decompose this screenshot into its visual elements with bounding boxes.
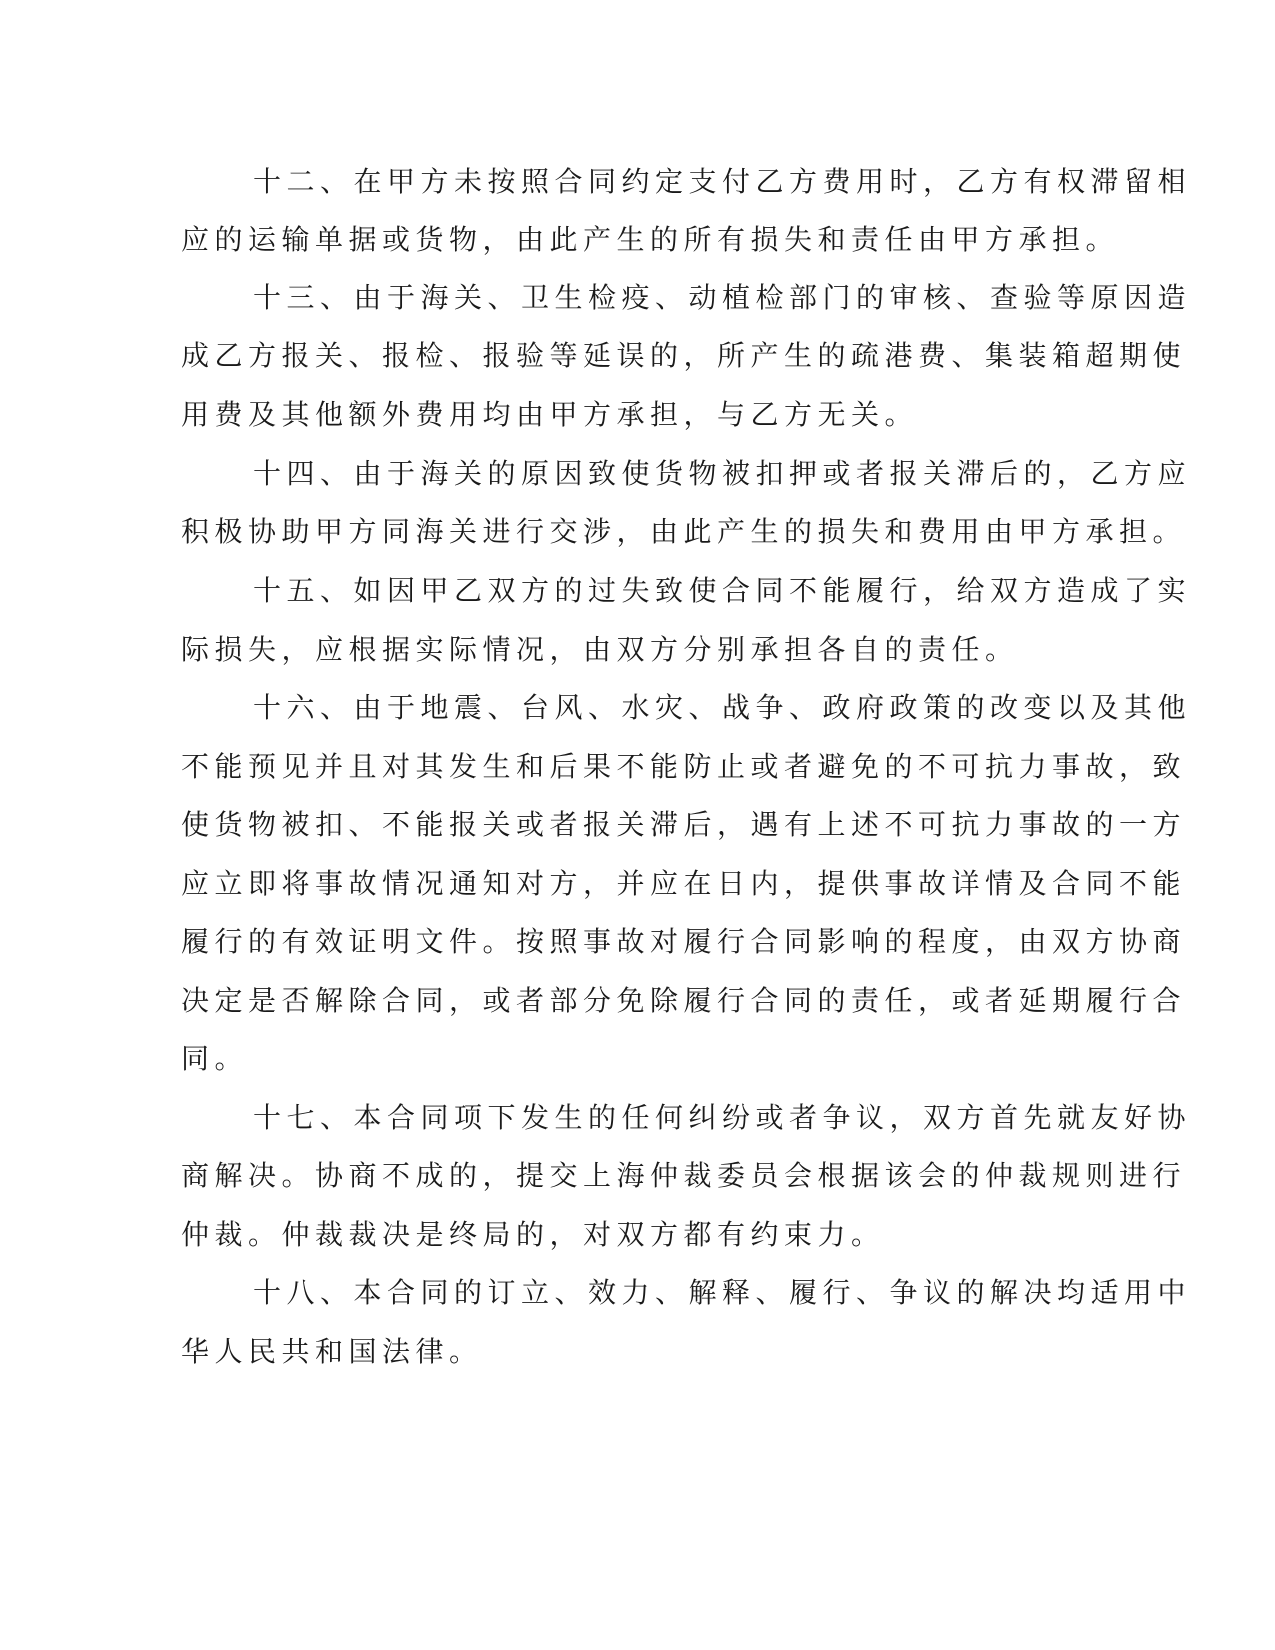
clause-12-line-1: 十二、在甲方未按照合同约定支付乙方费用时，乙方有权滞留相 <box>253 165 1192 198</box>
clause-14-line-2: 积极协助甲方同海关进行交涉，由此产生的损失和费用由甲方承担。 <box>181 515 1187 548</box>
clause-16-line-3: 使货物被扣、不能报关或者报关滞后，遇有上述不可抗力事故的一方 <box>181 808 1187 841</box>
clause-16-line-6: 决定是否解除合同，或者部分免除履行合同的责任，或者延期履行合 <box>181 984 1187 1017</box>
clause-13-line-2: 成乙方报关、报检、报验等延误的，所产生的疏港费、集装箱超期使 <box>181 339 1187 372</box>
clause-13-line-3: 用费及其他额外费用均由甲方承担，与乙方无关。 <box>181 398 919 431</box>
clause-18-line-1: 十八、本合同的订立、效力、解释、履行、争议的解决均适用中 <box>253 1276 1192 1309</box>
clause-17-line-2: 商解决。协商不成的，提交上海仲裁委员会根据该会的仲裁规则进行 <box>181 1159 1187 1192</box>
clause-17-line-3: 仲裁。仲裁裁决是终局的，对双方都有约束力。 <box>181 1218 885 1251</box>
clause-17-line-1: 十七、本合同项下发生的任何纠纷或者争议，双方首先就友好协 <box>253 1101 1192 1134</box>
clause-18-line-2: 华人民共和国法律。 <box>181 1335 483 1368</box>
clause-15-line-2: 际损失，应根据实际情况，由双方分别承担各自的责任。 <box>181 633 1019 666</box>
clause-12-line-2: 应的运输单据或货物，由此产生的所有损失和责任由甲方承担。 <box>181 223 1120 256</box>
clause-16-line-4: 应立即将事故情况通知对方，并应在日内，提供事故详情及合同不能 <box>181 867 1187 900</box>
clause-14-line-1: 十四、由于海关的原因致使货物被扣押或者报关滞后的，乙方应 <box>253 457 1192 490</box>
clause-15-line-1: 十五、如因甲乙双方的过失致使合同不能履行，给双方造成了实 <box>253 574 1192 607</box>
clause-16-line-1: 十六、由于地震、台风、水灾、战争、政府政策的改变以及其他 <box>253 691 1192 724</box>
clause-16-line-2: 不能预见并且对其发生和后果不能防止或者避免的不可抗力事故，致 <box>181 750 1187 783</box>
clause-13-line-1: 十三、由于海关、卫生检疫、动植检部门的审核、查验等原因造 <box>253 281 1192 314</box>
clause-16-line-7: 同。 <box>181 1042 249 1075</box>
clause-16-line-5: 履行的有效证明文件。按照事故对履行合同影响的程度，由双方协商 <box>181 925 1187 958</box>
